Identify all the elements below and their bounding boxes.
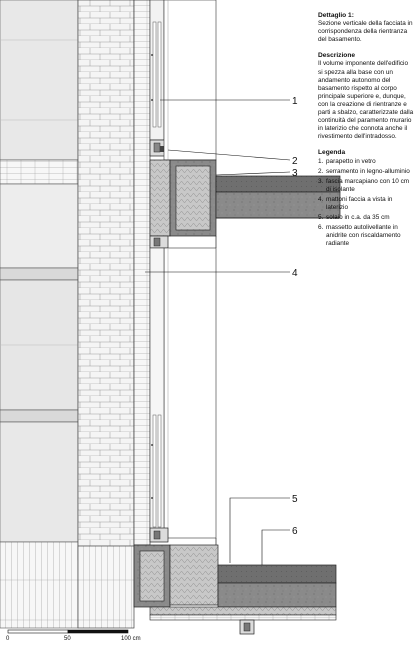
- description-heading: Descrizione: [318, 52, 356, 60]
- legend-num: 3.: [318, 177, 324, 185]
- legend-heading: Legenda: [318, 149, 346, 157]
- elevation-left: [0, 0, 78, 628]
- legend-num: 6.: [318, 224, 324, 232]
- legend-item: [318, 214, 414, 222]
- description-text: Il volume imponente dell'edificio si spezza alla base con un andamento autonomo del basamento rispetto al corpo principale superiore e, dunque, con la creazione di rientranze e parti a sbalzo, caratterizzate dalla continuità del paramento murario in laterizio che connota anche il rivestimento dell'intradosso.: [318, 60, 414, 141]
- legend-text: massetto autolivellante in anidrite con riscaldamento radiante: [326, 224, 401, 248]
- window-band-upper: [0, 0, 78, 160]
- legend-item: [318, 178, 414, 194]
- callout-3: 3: [292, 168, 298, 179]
- legend-num: 1.: [318, 157, 324, 165]
- legend-text: parapetto in vetro: [326, 157, 376, 165]
- legend-num: 4.: [318, 195, 324, 203]
- scale-label-100: 100 cm: [121, 636, 141, 642]
- callout-2: 2: [292, 156, 298, 167]
- legend-item: [318, 196, 414, 212]
- legend-num: 2.: [318, 167, 324, 175]
- callout-6: 6: [292, 526, 298, 537]
- floor-slab-lower: [134, 545, 336, 634]
- legend-item: [318, 224, 414, 248]
- glass-parapet-lower: [150, 248, 164, 538]
- basement-brick-elevation: [0, 542, 78, 628]
- scale-label-0: 0: [6, 636, 10, 642]
- floor-slab-upper: [150, 157, 340, 236]
- callout-5: 5: [292, 494, 298, 505]
- glass-parapet-upper: [150, 0, 164, 140]
- floor-band-2: [0, 268, 78, 280]
- window-band-middle: [0, 184, 78, 268]
- legend-text: mattoni faccia a vista in laterizio: [326, 195, 393, 211]
- glazing-lower: [164, 248, 216, 538]
- basement-vertical-bricks: [78, 546, 134, 628]
- detail-subtitle: Sezione verticale della facciata in corrispondenza della rientranza del basamento.: [318, 20, 413, 44]
- callout-4: 4: [292, 268, 298, 279]
- scale-bar: [6, 630, 141, 642]
- legend-item: [318, 158, 414, 166]
- callout-1: 1: [292, 96, 298, 107]
- legend-num: 5.: [318, 214, 324, 222]
- legend-list: [318, 158, 414, 249]
- brick-skin-section: [134, 0, 150, 545]
- legend-text: solaio in c.a. da 35 cm: [326, 214, 390, 222]
- floor-band-3: [0, 410, 78, 422]
- legend-text: serramento in legno-alluminio: [326, 167, 410, 175]
- floor-band-1: [0, 160, 78, 184]
- legend-text: fascia marcapiano con 10 cm di isolante: [326, 177, 410, 193]
- scale-label-50: 50: [64, 636, 71, 642]
- legend-item: [318, 168, 414, 176]
- glazing-plane: [164, 0, 216, 160]
- window-frame-lower: [150, 236, 168, 248]
- window-band-bottom: [0, 422, 78, 542]
- info-panel: [318, 12, 414, 250]
- window-frame-bottom: [150, 528, 168, 542]
- detail-title: Dettaglio 1:: [318, 12, 354, 19]
- brick-wall-elevation: [78, 0, 134, 560]
